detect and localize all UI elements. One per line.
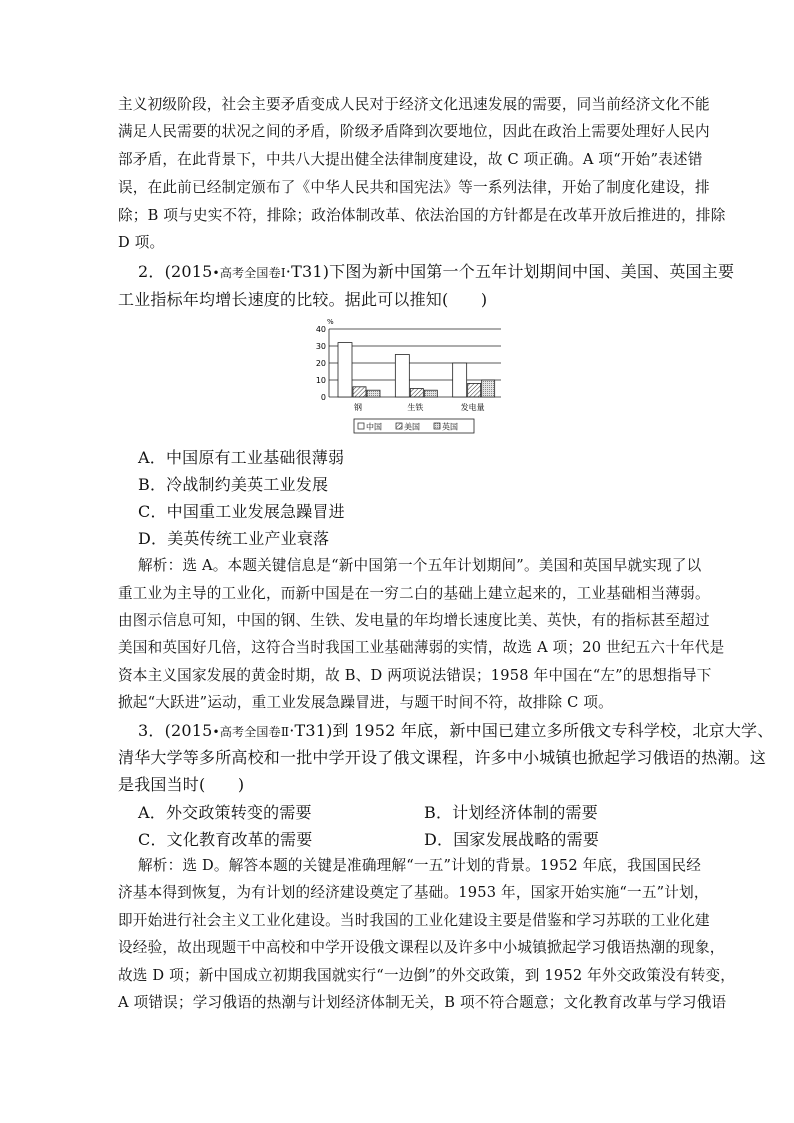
- option-a: A．中国原有工业基础很薄弱: [138, 448, 345, 467]
- explanation-line: 设经验，故出现题干中高校和中学开设俄文课程以及许多中小城镇掀起学习俄语热潮的现象，: [118, 939, 725, 956]
- option-a: A．外交政策转变的需要: [138, 803, 312, 822]
- option-c: C．文化教育改革的需要: [138, 830, 313, 849]
- explanation-line: 主义初级阶段，社会主要矛盾变成人民对于经济文化迅速发展的需要，同当前经济文化不能: [118, 96, 710, 113]
- question-number: 2．(2015: [138, 262, 213, 281]
- explanation-line: 重工业为主导的工业化，而新中国是在一穷二白的基础上建立起来的，工业基础相当薄弱。: [118, 585, 710, 602]
- legend-label: 中国: [366, 422, 382, 432]
- explanation-line: 济基本得到恢复，为有计划的经济建设奠定了基础。1953 年，国家开始实施“一五”计划，: [118, 884, 709, 901]
- y-tick-label: 40: [315, 325, 326, 334]
- option-b: B．计划经济体制的需要: [424, 803, 598, 822]
- question-code: ·T31): [285, 262, 330, 281]
- question-3-stem-cont: 是我国当时( ): [118, 775, 245, 794]
- bar-china: [453, 363, 467, 397]
- x-category-label: 发电量: [460, 403, 485, 412]
- explanation-line: 除；B 项与史实不符，排除；政治体制改革、依法治国的方针都是在改革开放后推进的，排除: [118, 207, 726, 224]
- legend-swatch: [358, 423, 364, 429]
- question-3-stem-cont: 清华大学等多所高校和一批中学开设了俄文课程，许多中小城镇也掀起学习俄语的热潮。这: [118, 748, 767, 767]
- question-3-stem: [138, 718, 773, 741]
- explanation-line: 资本主义国家发展的黄金时期，故 B、D 两项说法错误；1958 年中国在“左”的思想指导下: [118, 667, 712, 684]
- question-code: ·T31): [289, 721, 333, 740]
- explanation-line: D 项。: [118, 234, 165, 251]
- legend-label: 美国: [404, 422, 420, 432]
- legend-swatch: [396, 423, 402, 429]
- option-c: C．中国重工业发展急躁冒进: [138, 502, 345, 521]
- option-d: D．国家发展战略的需要: [424, 830, 600, 849]
- question-number: 3．(2015: [138, 721, 213, 740]
- explanation-line: 解析：选 A。本题关键信息是“新中国第一个五年计划期间”。美国和英国早就实现了以: [138, 557, 702, 574]
- question-2-stem-cont: 工业指标年均增长速度的比较。据此可以推知( ): [118, 290, 488, 309]
- option-d: D．美英传统工业产业衰落: [138, 529, 330, 548]
- question-source: •高考全国卷Ⅰ: [212, 266, 286, 280]
- question-text: 到 1952 年底，新中国已建立多所俄文专科学校，北京大学、: [332, 721, 774, 740]
- bar-china: [395, 355, 409, 398]
- question-text: 下图为新中国第一个五年计划期间中国、美国、英国主要: [329, 262, 735, 281]
- explanation-line: 误，在此前已经制定颁布了《中华人民共和国宪法》等一系列法律，开始了制度化建设，排: [118, 179, 710, 196]
- explanation-line: 掀起“大跃进”运动，重工业发展急躁冒进，与题干时间不符，故排除 C 项。: [118, 694, 613, 711]
- explanation-line: 故选 D 项；新中国成立初期我国就实行“一边倒”的外交政策，到 1952 年外交政策没有转变，: [118, 967, 736, 984]
- bar-uk: [482, 380, 495, 397]
- y-tick-label: 20: [315, 359, 326, 368]
- bar-china: [338, 343, 352, 397]
- y-axis-unit-label: %: [327, 318, 334, 326]
- bar-usa: [410, 389, 423, 398]
- bar-chart: [311, 313, 516, 438]
- explanation-line: 即开始进行社会主义工业化建设。当时我国的工业化建设主要是借鉴和学习苏联的工业化建: [118, 912, 710, 929]
- x-category-label: 钢: [354, 403, 362, 412]
- question-2-stem: [138, 259, 734, 282]
- x-category-label: 生铁: [407, 403, 424, 412]
- explanation-line: 满足人民需要的状况之间的矛盾，阶级矛盾降到次要地位，因此在政治上需要处理好人民内: [118, 123, 710, 140]
- explanation-line: 由图示信息可知，中国的钢、生铁、发电量的年均增长速度比美、英快，有的指标甚至超过: [118, 612, 710, 629]
- explanation-line: A 项错误；学习俄语的热潮与计划经济体制无关，B 项不符合题意；文化教育改革与学习俄语: [118, 994, 727, 1011]
- legend-swatch: [434, 423, 440, 429]
- bar-usa: [468, 383, 481, 397]
- bar-usa: [353, 387, 366, 397]
- bar-uk: [367, 390, 380, 397]
- y-tick-label: 30: [315, 342, 326, 351]
- y-tick-label: 0: [320, 393, 326, 402]
- explanation-line: 部矛盾，在此背景下，中共八大提出健全法律制度建设，故 C 项正确。A 项“开始”表述错: [118, 151, 703, 168]
- option-b: B．冷战制约美英工业发展: [138, 475, 329, 494]
- legend-label: 英国: [442, 422, 458, 432]
- explanation-line: 解析：选 D。解答本题的关键是准确理解“一五”计划的背景。1952 年底，我国国民经: [138, 857, 702, 874]
- y-tick-label: 10: [315, 376, 326, 385]
- explanation-line: 美国和英国好几倍，这符合当时我国工业基础薄弱的实情，故选 A 项；20 世纪五六十年代是: [118, 639, 725, 656]
- question-source: •高考全国卷Ⅱ: [212, 725, 290, 739]
- growth-chart: [311, 313, 516, 438]
- bar-uk: [424, 390, 437, 397]
